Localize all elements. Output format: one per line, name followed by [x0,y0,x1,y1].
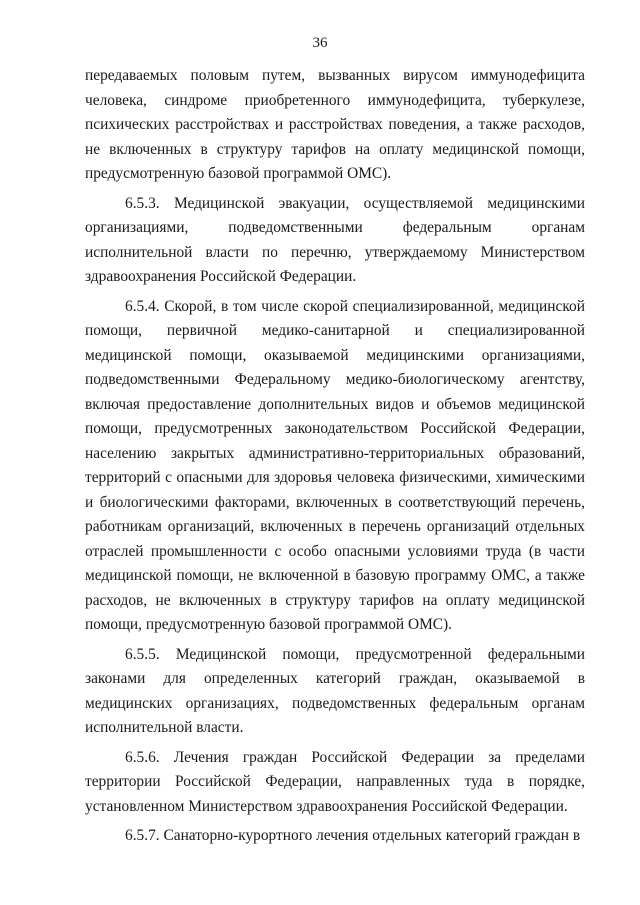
page-number: 36 [312,35,328,51]
paragraph-6-5-6: 6.5.6. Лечения граждан Российской Федерации за пределами территории Российской Федерации, направленных туда в порядке, установленном Министерством здравоохранения Российской Федерации. [85,748,585,815]
document-body [85,64,585,849]
paragraph-6-5-4: 6.5.4. Скорой, в том числе скорой специализированной, медицинской помощи, первичной медико-санитарной и специализированной медицинской помощи, оказываемой медицинскими организациями, подведомственными Федеральному медико-биологическому агентству, включая предоставление дополнительных видов и объемов медицинской помощи, предусмотренных законодательством Российской Федерации, населению закрытых административно-территориальных образований, территорий с опасными для здоровья человека физическими, химическими и биологическими факторами, включенных в соответствующий перечень, работникам организаций, включенных в перечень организаций отдельных отраслей промышленности с особо опасными условиями труда (в части медицинской помощи, не включенной в базовую программу ОМС, а также расходов, не включенных в структуру тарифов на оплату медицинской помощи, предусмотренную базовой программой ОМС). [85,297,585,633]
paragraph-6-5-7: 6.5.7. Санаторно-курортного лечения отдельных категорий граждан в [125,827,581,844]
paragraph-continuation: передаваемых половым путем, вызванных вирусом иммунодефицита человека, синдроме приобретенного иммунодефицита, туберкулезе, психических расстройствах и расстройствах поведения, а также расходов, не включенных в структуру тарифов на оплату медицинской помощи, предусмотренную базовой программой ОМС). [85,67,585,182]
paragraph-6-5-3: 6.5.3. Медицинской эвакуации, осуществляемой медицинскими организациями, подведомственными федеральным органам исполнительной власти по перечню, утверждаемому Министерством здравоохранения Российской Федерации. [85,194,585,285]
paragraph-6-5-5: 6.5.5. Медицинской помощи, предусмотренной федеральными законами для определенных категорий граждан, оказываемой в медицинских организациях, подведомственных федеральным органам исполнительной власти. [85,645,585,736]
